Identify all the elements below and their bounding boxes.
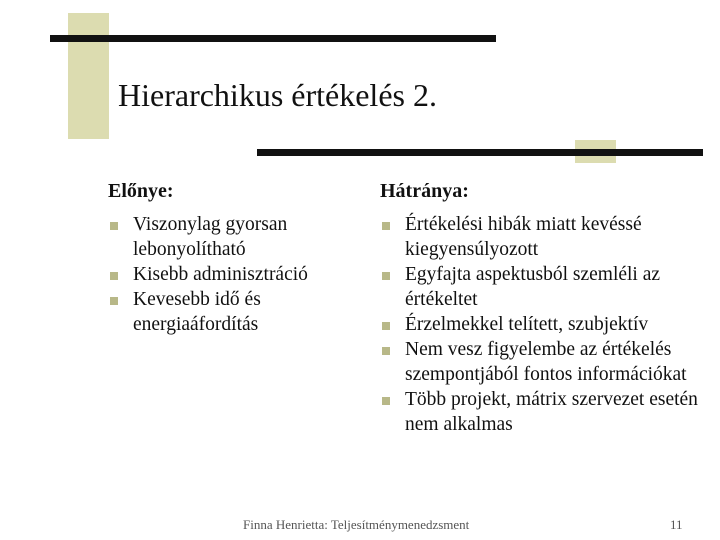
list-item — [380, 262, 710, 312]
list-item-text: Több projekt, mátrix szervezet esetén nem alkalmas — [405, 389, 698, 435]
advantages-list — [108, 212, 348, 337]
square-bullet-icon — [382, 272, 390, 280]
footer-author: Finna Henrietta: Teljesítménymenedzsment — [243, 517, 470, 532]
list-item — [380, 337, 710, 387]
slide-title: Hierarchikus értékelés 2. — [118, 77, 437, 113]
square-bullet-icon — [110, 272, 118, 280]
decorative-block-top — [68, 13, 109, 139]
decorative-rule-middle — [257, 149, 703, 156]
list-item-text: Egyfajta aspektusból szemléli az értékeltet — [405, 264, 661, 310]
square-bullet-icon — [382, 222, 390, 230]
disadvantages-column — [380, 178, 710, 437]
list-item — [108, 212, 348, 262]
list-item-text: Nem vesz figyelembe az értékelés szempontjából fontos információkat — [405, 339, 687, 385]
page-number: 11 — [670, 517, 683, 532]
square-bullet-icon — [382, 347, 390, 355]
list-item — [380, 212, 710, 262]
list-item — [380, 387, 710, 437]
advantages-column — [108, 178, 348, 337]
list-item-text: Kisebb adminisztráció — [133, 264, 308, 285]
decorative-rule-top — [50, 35, 496, 42]
list-item — [380, 312, 710, 337]
square-bullet-icon — [110, 222, 118, 230]
disadvantages-heading: Hátránya: — [380, 180, 469, 202]
disadvantages-list — [380, 212, 710, 437]
square-bullet-icon — [382, 397, 390, 405]
square-bullet-icon — [382, 322, 390, 330]
list-item — [108, 287, 348, 337]
list-item-text: Érzelmekkel telített, szubjektív — [405, 314, 649, 335]
square-bullet-icon — [110, 297, 118, 305]
list-item-text: Kevesebb idő és energiaáfordítás — [133, 289, 261, 335]
advantages-heading: Előnye: — [108, 180, 174, 202]
list-item — [108, 262, 348, 287]
list-item-text: Értékelési hibák miatt kevéssé kiegyensúlyozott — [405, 214, 642, 260]
list-item-text: Viszonylag gyorsan lebonyolítható — [133, 214, 288, 260]
